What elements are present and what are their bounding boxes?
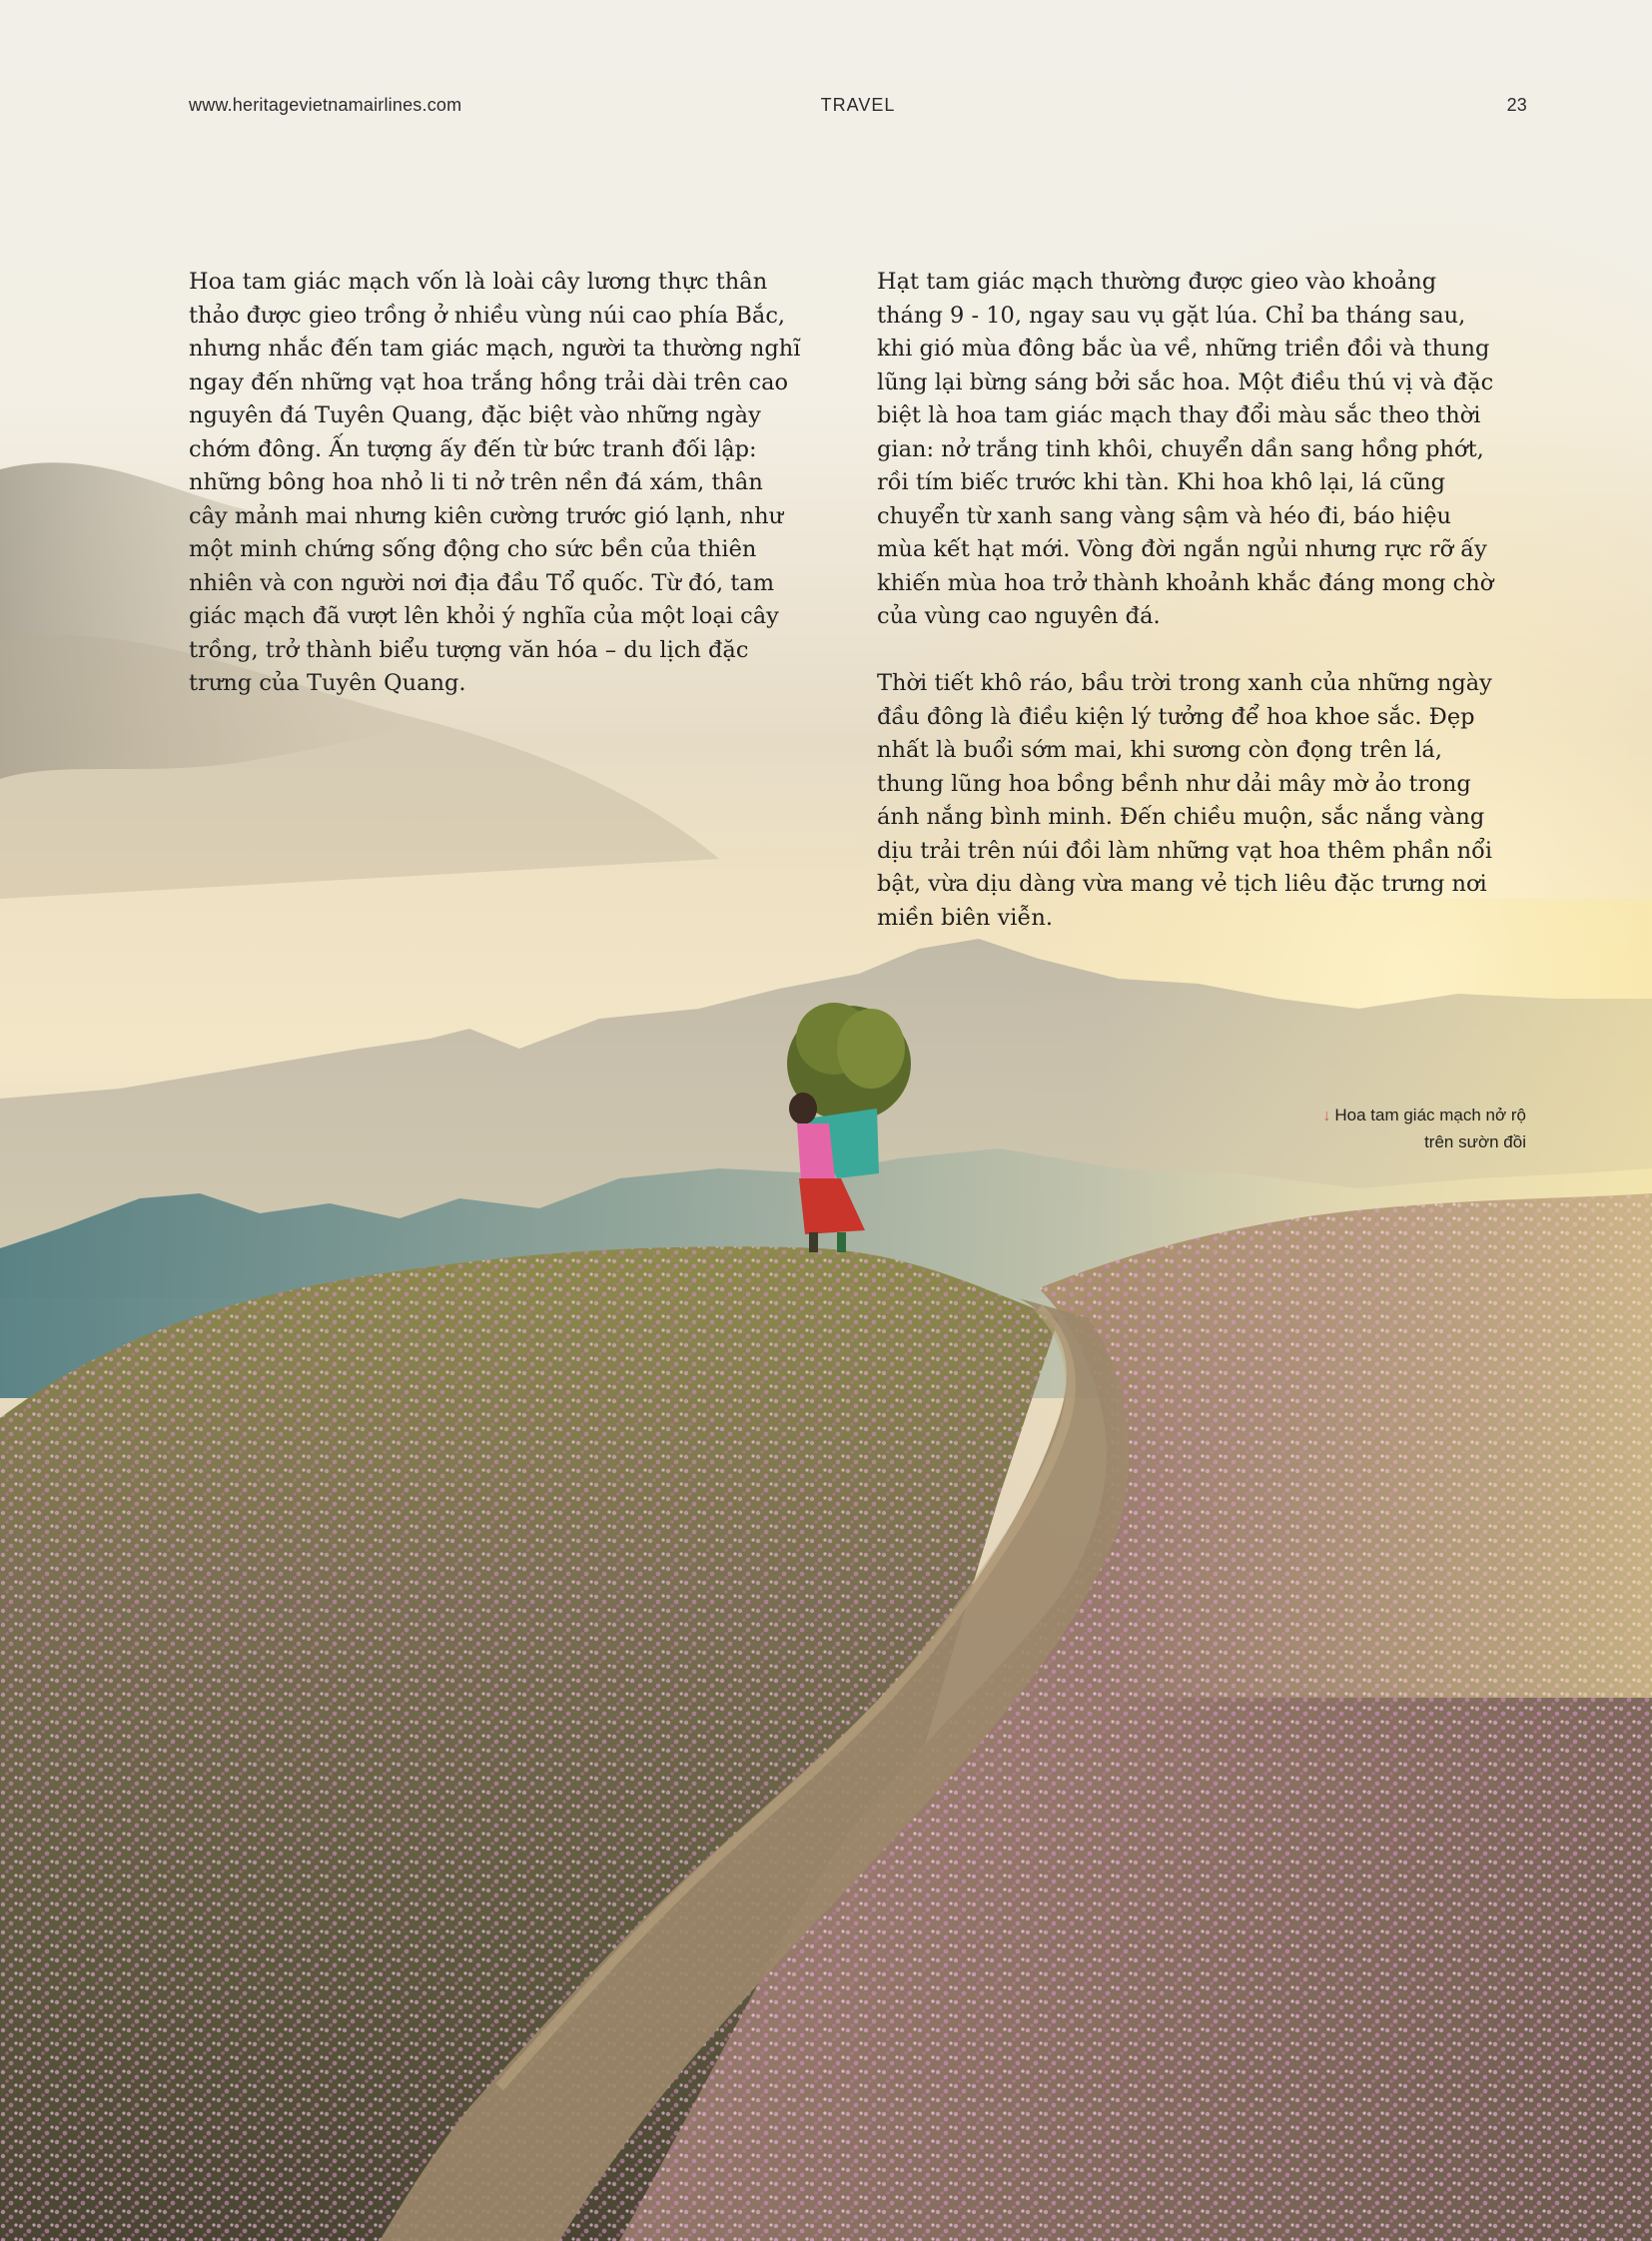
section-label: TRAVEL: [820, 95, 896, 115]
paragraph-intro: Hoa tam giác mạch vốn là loài cây lương thực thân thảo được gieo trồng ở nhiều vùng núi cao phía Bắc, nhưng nhắc đến tam giác mạch, người ta thường nghĩ ngay đến những vạt hoa trắng hồng trải dài trên cao nguyên đá Tuyên Quang, đặc biệt vào những ngày chớm đông. Ấn tượng ấy đến từ bức tranh đối lập: những bông hoa nhỏ li ti nở trên nền đá xám, thân cây mảnh mai nhưng kiên cường trước gió lạnh, như một minh chứng sống động cho sức bền của thiên nhiên và con người nơi địa đầu Tổ quốc. Từ đó, tam giác mạch đã vượt lên khỏi ý nghĩa của một loại cây trồng, trở thành biểu tượng văn hóa – du lịch đặc trưng của Tuyên Quang.: [189, 269, 801, 696]
caption-line-2: trên sườn đồi: [1424, 1132, 1526, 1151]
page-header: [189, 95, 1527, 125]
page-number: 23: [1506, 95, 1527, 115]
arrow-down-icon: ↓: [1322, 1108, 1331, 1124]
photo-caption: [1227, 1103, 1526, 1155]
article-left-column: [189, 266, 808, 701]
website-url[interactable]: www.heritagevietnamairlines.com: [189, 95, 462, 115]
paragraph-weather: Thời tiết khô ráo, bầu trời trong xanh của những ngày đầu đông là điều kiện lý tưởng để hoa khoe sắc. Đẹp nhất là buổi sớm mai, khi sương còn đọng trên lá, thung lũng hoa bồng bềnh như dải mây mờ ảo trong ánh nắng bình minh. Đến chiều muộn, sắc nắng vàng dịu trải trên núi đồi làm những vạt hoa thêm phần nổi bật, vừa dịu dàng vừa mang vẻ tịch liêu đặc trưng nơi miền biên viễn.: [877, 670, 1493, 931]
caption-line-1: Hoa tam giác mạch nở rộ: [1334, 1106, 1526, 1124]
article-right-column: [877, 266, 1496, 935]
paragraph-flower-cycle: Hạt tam giác mạch thường được gieo vào khoảng tháng 9 - 10, ngay sau vụ gặt lúa. Chỉ ba tháng sau, khi gió mùa đông bắc ùa về, những triền đồi và thung lũng lại bừng sáng bởi sắc hoa. Một điều thú vị và đặc biệt là hoa tam giác mạch thay đổi màu sắc theo thời gian: nở trắng tinh khôi, chuyển dần sang hồng phớt, rồi tím biếc trước khi tàn. Khi hoa khô lại, lá cũng chuyển từ xanh sang vàng sậm và héo đi, báo hiệu mùa kết hạt mới. Vòng đời ngắn ngủi nhưng rực rỡ ấy khiến mùa hoa trở thành khoảnh khắc đáng mong chờ của vùng cao nguyên đá.: [877, 269, 1494, 629]
